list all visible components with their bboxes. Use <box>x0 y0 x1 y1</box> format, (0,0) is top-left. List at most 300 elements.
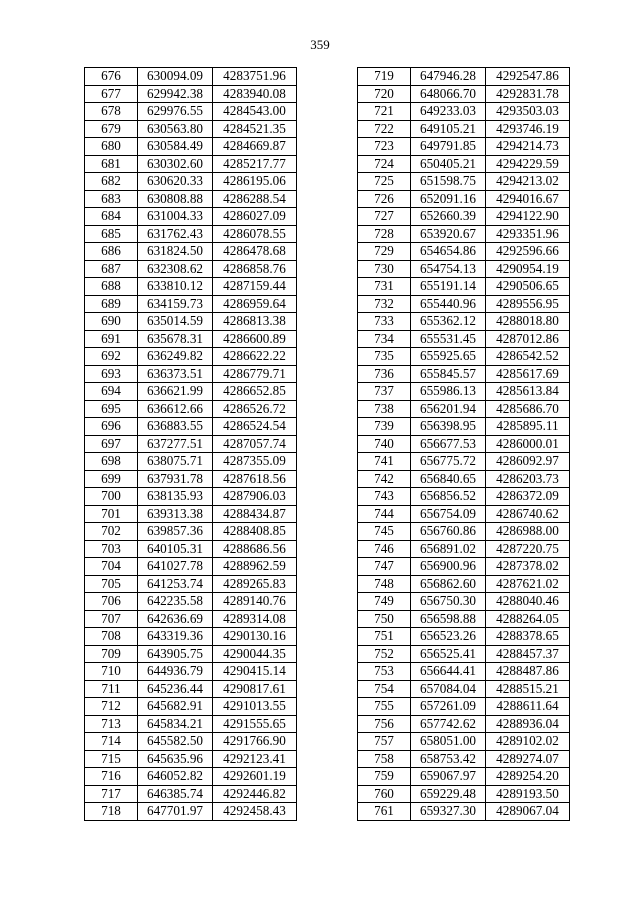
point-number-cell: 759 <box>358 768 411 786</box>
point-number-cell: 708 <box>85 628 138 646</box>
x-coordinate-cell: 647701.97 <box>138 803 213 821</box>
x-coordinate-cell: 630094.09 <box>138 68 213 86</box>
point-number-cell: 679 <box>85 120 138 138</box>
page-number: 359 <box>310 37 330 52</box>
y-coordinate-cell: 4288457.37 <box>486 645 570 663</box>
table-row <box>85 173 297 191</box>
y-coordinate-cell: 4290954.19 <box>486 260 570 278</box>
table-row <box>85 435 297 453</box>
x-coordinate-cell: 636612.66 <box>138 400 213 418</box>
table-row <box>358 418 570 436</box>
x-coordinate-cell: 640105.31 <box>138 540 213 558</box>
x-coordinate-cell: 656750.30 <box>411 593 486 611</box>
table-row <box>85 523 297 541</box>
y-coordinate-cell: 4289193.50 <box>486 785 570 803</box>
x-coordinate-cell: 655191.14 <box>411 278 486 296</box>
point-number-cell: 745 <box>358 523 411 541</box>
point-number-cell: 685 <box>85 225 138 243</box>
y-coordinate-cell: 4286600.89 <box>213 330 297 348</box>
point-number-cell: 755 <box>358 698 411 716</box>
y-coordinate-cell: 4289140.76 <box>213 593 297 611</box>
x-coordinate-cell: 645834.21 <box>138 715 213 733</box>
point-number-cell: 699 <box>85 470 138 488</box>
point-number-cell: 692 <box>85 348 138 366</box>
x-coordinate-cell: 632308.62 <box>138 260 213 278</box>
x-coordinate-cell: 641027.78 <box>138 558 213 576</box>
y-coordinate-cell: 4286203.73 <box>486 470 570 488</box>
y-coordinate-cell: 4284521.35 <box>213 120 297 138</box>
table-row <box>358 488 570 506</box>
x-coordinate-cell: 654654.86 <box>411 243 486 261</box>
table-row <box>358 610 570 628</box>
table-row <box>358 593 570 611</box>
x-coordinate-cell: 658753.42 <box>411 750 486 768</box>
point-number-cell: 681 <box>85 155 138 173</box>
point-number-cell: 736 <box>358 365 411 383</box>
table-row <box>85 383 297 401</box>
y-coordinate-cell: 4292446.82 <box>213 785 297 803</box>
point-number-cell: 687 <box>85 260 138 278</box>
y-coordinate-cell: 4285895.11 <box>486 418 570 436</box>
y-coordinate-cell: 4290044.35 <box>213 645 297 663</box>
x-coordinate-cell: 655925.65 <box>411 348 486 366</box>
x-coordinate-cell: 656900.96 <box>411 558 486 576</box>
point-number-cell: 710 <box>85 663 138 681</box>
x-coordinate-cell: 650405.21 <box>411 155 486 173</box>
point-number-cell: 693 <box>85 365 138 383</box>
table-row <box>358 313 570 331</box>
y-coordinate-cell: 4288040.46 <box>486 593 570 611</box>
table-row <box>358 540 570 558</box>
x-coordinate-cell: 642235.58 <box>138 593 213 611</box>
x-coordinate-cell: 630808.88 <box>138 190 213 208</box>
point-number-cell: 716 <box>85 768 138 786</box>
y-coordinate-cell: 4286779.71 <box>213 365 297 383</box>
point-number-cell: 719 <box>358 68 411 86</box>
y-coordinate-cell: 4286524.54 <box>213 418 297 436</box>
x-coordinate-cell: 637931.78 <box>138 470 213 488</box>
table-row <box>85 645 297 663</box>
x-coordinate-cell: 659327.30 <box>411 803 486 821</box>
point-number-cell: 722 <box>358 120 411 138</box>
y-coordinate-cell: 4292831.78 <box>486 85 570 103</box>
point-number-cell: 742 <box>358 470 411 488</box>
x-coordinate-cell: 649791.85 <box>411 138 486 156</box>
y-coordinate-cell: 4289254.20 <box>486 768 570 786</box>
y-coordinate-cell: 4293746.19 <box>486 120 570 138</box>
y-coordinate-cell: 4286372.09 <box>486 488 570 506</box>
x-coordinate-cell: 639857.36 <box>138 523 213 541</box>
point-number-cell: 761 <box>358 803 411 821</box>
table-row <box>85 680 297 698</box>
table-row <box>85 505 297 523</box>
y-coordinate-cell: 4288686.56 <box>213 540 297 558</box>
x-coordinate-cell: 651598.75 <box>411 173 486 191</box>
table-row <box>85 698 297 716</box>
table-row <box>85 785 297 803</box>
table-row <box>358 295 570 313</box>
table-row <box>358 575 570 593</box>
table-row <box>358 505 570 523</box>
x-coordinate-cell: 629942.38 <box>138 85 213 103</box>
table-row <box>358 680 570 698</box>
x-coordinate-cell: 635014.59 <box>138 313 213 331</box>
table-row <box>358 803 570 821</box>
y-coordinate-cell: 4292601.19 <box>213 768 297 786</box>
y-coordinate-cell: 4287621.02 <box>486 575 570 593</box>
x-coordinate-cell: 636883.55 <box>138 418 213 436</box>
x-coordinate-cell: 656398.95 <box>411 418 486 436</box>
x-coordinate-cell: 655531.45 <box>411 330 486 348</box>
y-coordinate-cell: 4290415.14 <box>213 663 297 681</box>
y-coordinate-cell: 4286195.06 <box>213 173 297 191</box>
y-coordinate-cell: 4286858.76 <box>213 260 297 278</box>
point-number-cell: 709 <box>85 645 138 663</box>
x-coordinate-cell: 631824.50 <box>138 243 213 261</box>
table-row <box>358 330 570 348</box>
y-coordinate-cell: 4294122.90 <box>486 208 570 226</box>
point-number-cell: 689 <box>85 295 138 313</box>
y-coordinate-cell: 4286526.72 <box>213 400 297 418</box>
x-coordinate-cell: 630302.60 <box>138 155 213 173</box>
x-coordinate-cell: 633810.12 <box>138 278 213 296</box>
x-coordinate-cell: 644936.79 <box>138 663 213 681</box>
point-number-cell: 717 <box>85 785 138 803</box>
x-coordinate-cell: 645635.96 <box>138 750 213 768</box>
x-coordinate-cell: 653920.67 <box>411 225 486 243</box>
table-row <box>85 470 297 488</box>
point-number-cell: 754 <box>358 680 411 698</box>
y-coordinate-cell: 4290130.16 <box>213 628 297 646</box>
x-coordinate-cell: 637277.51 <box>138 435 213 453</box>
point-number-cell: 741 <box>358 453 411 471</box>
x-coordinate-cell: 649233.03 <box>411 103 486 121</box>
coordinates-table-right <box>357 67 570 821</box>
table-row <box>358 435 570 453</box>
y-coordinate-cell: 4294016.67 <box>486 190 570 208</box>
x-coordinate-cell: 630620.33 <box>138 173 213 191</box>
table-row <box>358 383 570 401</box>
point-number-cell: 752 <box>358 645 411 663</box>
y-coordinate-cell: 4288515.21 <box>486 680 570 698</box>
point-number-cell: 721 <box>358 103 411 121</box>
coordinates-table-left <box>84 67 297 821</box>
y-coordinate-cell: 4285617.69 <box>486 365 570 383</box>
y-coordinate-cell: 4286542.52 <box>486 348 570 366</box>
point-number-cell: 739 <box>358 418 411 436</box>
x-coordinate-cell: 656775.72 <box>411 453 486 471</box>
y-coordinate-cell: 4284543.00 <box>213 103 297 121</box>
point-number-cell: 735 <box>358 348 411 366</box>
table-row <box>85 225 297 243</box>
table-row <box>85 260 297 278</box>
y-coordinate-cell: 4289067.04 <box>486 803 570 821</box>
y-coordinate-cell: 4286959.64 <box>213 295 297 313</box>
y-coordinate-cell: 4287012.86 <box>486 330 570 348</box>
point-number-cell: 686 <box>85 243 138 261</box>
table-row <box>85 68 297 86</box>
point-number-cell: 726 <box>358 190 411 208</box>
point-number-cell: 731 <box>358 278 411 296</box>
point-number-cell: 712 <box>85 698 138 716</box>
x-coordinate-cell: 655986.13 <box>411 383 486 401</box>
y-coordinate-cell: 4286740.62 <box>486 505 570 523</box>
y-coordinate-cell: 4287355.09 <box>213 453 297 471</box>
y-coordinate-cell: 4292547.86 <box>486 68 570 86</box>
x-coordinate-cell: 631004.33 <box>138 208 213 226</box>
point-number-cell: 704 <box>85 558 138 576</box>
x-coordinate-cell: 658051.00 <box>411 733 486 751</box>
x-coordinate-cell: 657084.04 <box>411 680 486 698</box>
point-number-cell: 713 <box>85 715 138 733</box>
x-coordinate-cell: 656760.86 <box>411 523 486 541</box>
table-row <box>85 453 297 471</box>
x-coordinate-cell: 656644.41 <box>411 663 486 681</box>
y-coordinate-cell: 4291766.90 <box>213 733 297 751</box>
x-coordinate-cell: 656598.88 <box>411 610 486 628</box>
y-coordinate-cell: 4288962.59 <box>213 558 297 576</box>
table-row <box>358 278 570 296</box>
y-coordinate-cell: 4288378.65 <box>486 628 570 646</box>
point-number-cell: 732 <box>358 295 411 313</box>
table-row <box>358 453 570 471</box>
table-row <box>358 155 570 173</box>
table-row <box>85 540 297 558</box>
table-row <box>358 103 570 121</box>
y-coordinate-cell: 4286288.54 <box>213 190 297 208</box>
table-row <box>358 208 570 226</box>
table-row <box>358 365 570 383</box>
point-number-cell: 749 <box>358 593 411 611</box>
table-row <box>85 190 297 208</box>
point-number-cell: 747 <box>358 558 411 576</box>
x-coordinate-cell: 655362.12 <box>411 313 486 331</box>
y-coordinate-cell: 4290817.61 <box>213 680 297 698</box>
table-row <box>85 243 297 261</box>
coordinates-table-left-body <box>85 68 297 821</box>
x-coordinate-cell: 647946.28 <box>411 68 486 86</box>
table-row <box>85 768 297 786</box>
table-row <box>358 523 570 541</box>
x-coordinate-cell: 656754.09 <box>411 505 486 523</box>
x-coordinate-cell: 654754.13 <box>411 260 486 278</box>
x-coordinate-cell: 645236.44 <box>138 680 213 698</box>
y-coordinate-cell: 4286092.97 <box>486 453 570 471</box>
y-coordinate-cell: 4287159.44 <box>213 278 297 296</box>
y-coordinate-cell: 4286478.68 <box>213 243 297 261</box>
y-coordinate-cell: 4287220.75 <box>486 540 570 558</box>
table-row <box>358 663 570 681</box>
point-number-cell: 676 <box>85 68 138 86</box>
point-number-cell: 728 <box>358 225 411 243</box>
table-row <box>85 715 297 733</box>
point-number-cell: 715 <box>85 750 138 768</box>
y-coordinate-cell: 4285217.77 <box>213 155 297 173</box>
point-number-cell: 733 <box>358 313 411 331</box>
point-number-cell: 698 <box>85 453 138 471</box>
y-coordinate-cell: 4288408.85 <box>213 523 297 541</box>
x-coordinate-cell: 643319.36 <box>138 628 213 646</box>
x-coordinate-cell: 655845.57 <box>411 365 486 383</box>
table-row <box>358 768 570 786</box>
x-coordinate-cell: 636373.51 <box>138 365 213 383</box>
y-coordinate-cell: 4288434.87 <box>213 505 297 523</box>
x-coordinate-cell: 659229.48 <box>411 785 486 803</box>
table-row <box>85 330 297 348</box>
x-coordinate-cell: 630563.80 <box>138 120 213 138</box>
point-number-cell: 730 <box>358 260 411 278</box>
y-coordinate-cell: 4283940.08 <box>213 85 297 103</box>
point-number-cell: 757 <box>358 733 411 751</box>
point-number-cell: 694 <box>85 383 138 401</box>
table-row <box>85 593 297 611</box>
table-row <box>358 85 570 103</box>
point-number-cell: 678 <box>85 103 138 121</box>
y-coordinate-cell: 4286988.00 <box>486 523 570 541</box>
table-row <box>85 295 297 313</box>
table-row <box>85 138 297 156</box>
x-coordinate-cell: 645582.50 <box>138 733 213 751</box>
y-coordinate-cell: 4294214.73 <box>486 138 570 156</box>
table-row <box>358 120 570 138</box>
y-coordinate-cell: 4288487.86 <box>486 663 570 681</box>
point-number-cell: 720 <box>358 85 411 103</box>
y-coordinate-cell: 4288018.80 <box>486 313 570 331</box>
point-number-cell: 748 <box>358 575 411 593</box>
x-coordinate-cell: 646052.82 <box>138 768 213 786</box>
point-number-cell: 696 <box>85 418 138 436</box>
y-coordinate-cell: 4292596.66 <box>486 243 570 261</box>
y-coordinate-cell: 4288264.05 <box>486 610 570 628</box>
point-number-cell: 724 <box>358 155 411 173</box>
table-row <box>85 103 297 121</box>
point-number-cell: 702 <box>85 523 138 541</box>
point-number-cell: 756 <box>358 715 411 733</box>
point-number-cell: 680 <box>85 138 138 156</box>
x-coordinate-cell: 656525.41 <box>411 645 486 663</box>
table-row <box>358 190 570 208</box>
table-row <box>85 120 297 138</box>
point-number-cell: 677 <box>85 85 138 103</box>
y-coordinate-cell: 4289102.02 <box>486 733 570 751</box>
table-row <box>85 610 297 628</box>
table-row <box>358 68 570 86</box>
table-row <box>85 85 297 103</box>
table-row <box>85 348 297 366</box>
table-row <box>358 348 570 366</box>
table-row <box>358 138 570 156</box>
y-coordinate-cell: 4286622.22 <box>213 348 297 366</box>
table-row <box>85 278 297 296</box>
table-row <box>358 173 570 191</box>
y-coordinate-cell: 4289556.95 <box>486 295 570 313</box>
point-number-cell: 700 <box>85 488 138 506</box>
table-row <box>85 733 297 751</box>
y-coordinate-cell: 4289314.08 <box>213 610 297 628</box>
table-row <box>85 575 297 593</box>
table-row <box>85 663 297 681</box>
point-number-cell: 705 <box>85 575 138 593</box>
y-coordinate-cell: 4287378.02 <box>486 558 570 576</box>
y-coordinate-cell: 4285613.84 <box>486 383 570 401</box>
x-coordinate-cell: 635678.31 <box>138 330 213 348</box>
point-number-cell: 734 <box>358 330 411 348</box>
x-coordinate-cell: 636621.99 <box>138 383 213 401</box>
table-row <box>85 750 297 768</box>
table-row <box>358 698 570 716</box>
table-row <box>85 313 297 331</box>
x-coordinate-cell: 638075.71 <box>138 453 213 471</box>
y-coordinate-cell: 4293503.03 <box>486 103 570 121</box>
x-coordinate-cell: 656840.65 <box>411 470 486 488</box>
point-number-cell: 743 <box>358 488 411 506</box>
table-row <box>85 155 297 173</box>
y-coordinate-cell: 4289265.83 <box>213 575 297 593</box>
table-row <box>85 418 297 436</box>
x-coordinate-cell: 638135.93 <box>138 488 213 506</box>
x-coordinate-cell: 629976.55 <box>138 103 213 121</box>
point-number-cell: 690 <box>85 313 138 331</box>
table-row <box>358 225 570 243</box>
x-coordinate-cell: 656856.52 <box>411 488 486 506</box>
point-number-cell: 703 <box>85 540 138 558</box>
table-row <box>358 243 570 261</box>
x-coordinate-cell: 648066.70 <box>411 85 486 103</box>
y-coordinate-cell: 4294213.02 <box>486 173 570 191</box>
y-coordinate-cell: 4286078.55 <box>213 225 297 243</box>
point-number-cell: 760 <box>358 785 411 803</box>
point-number-cell: 727 <box>358 208 411 226</box>
x-coordinate-cell: 659067.97 <box>411 768 486 786</box>
y-coordinate-cell: 4287906.03 <box>213 488 297 506</box>
point-number-cell: 746 <box>358 540 411 558</box>
point-number-cell: 707 <box>85 610 138 628</box>
x-coordinate-cell: 656201.94 <box>411 400 486 418</box>
y-coordinate-cell: 4294229.59 <box>486 155 570 173</box>
x-coordinate-cell: 652660.39 <box>411 208 486 226</box>
table-row <box>85 628 297 646</box>
x-coordinate-cell: 639313.38 <box>138 505 213 523</box>
x-coordinate-cell: 631762.43 <box>138 225 213 243</box>
point-number-cell: 750 <box>358 610 411 628</box>
y-coordinate-cell: 4284669.87 <box>213 138 297 156</box>
point-number-cell: 740 <box>358 435 411 453</box>
x-coordinate-cell: 652091.16 <box>411 190 486 208</box>
point-number-cell: 688 <box>85 278 138 296</box>
x-coordinate-cell: 634159.73 <box>138 295 213 313</box>
y-coordinate-cell: 4286813.38 <box>213 313 297 331</box>
table-row <box>85 400 297 418</box>
y-coordinate-cell: 4286652.85 <box>213 383 297 401</box>
x-coordinate-cell: 646385.74 <box>138 785 213 803</box>
x-coordinate-cell: 645682.91 <box>138 698 213 716</box>
point-number-cell: 753 <box>358 663 411 681</box>
x-coordinate-cell: 642636.69 <box>138 610 213 628</box>
table-row <box>358 750 570 768</box>
x-coordinate-cell: 656523.26 <box>411 628 486 646</box>
table-row <box>358 733 570 751</box>
point-number-cell: 758 <box>358 750 411 768</box>
table-row <box>358 558 570 576</box>
y-coordinate-cell: 4286000.01 <box>486 435 570 453</box>
point-number-cell: 706 <box>85 593 138 611</box>
table-row <box>358 470 570 488</box>
coordinates-table-right-body <box>358 68 570 821</box>
table-row <box>85 803 297 821</box>
x-coordinate-cell: 643905.75 <box>138 645 213 663</box>
y-coordinate-cell: 4292123.41 <box>213 750 297 768</box>
table-row <box>85 488 297 506</box>
